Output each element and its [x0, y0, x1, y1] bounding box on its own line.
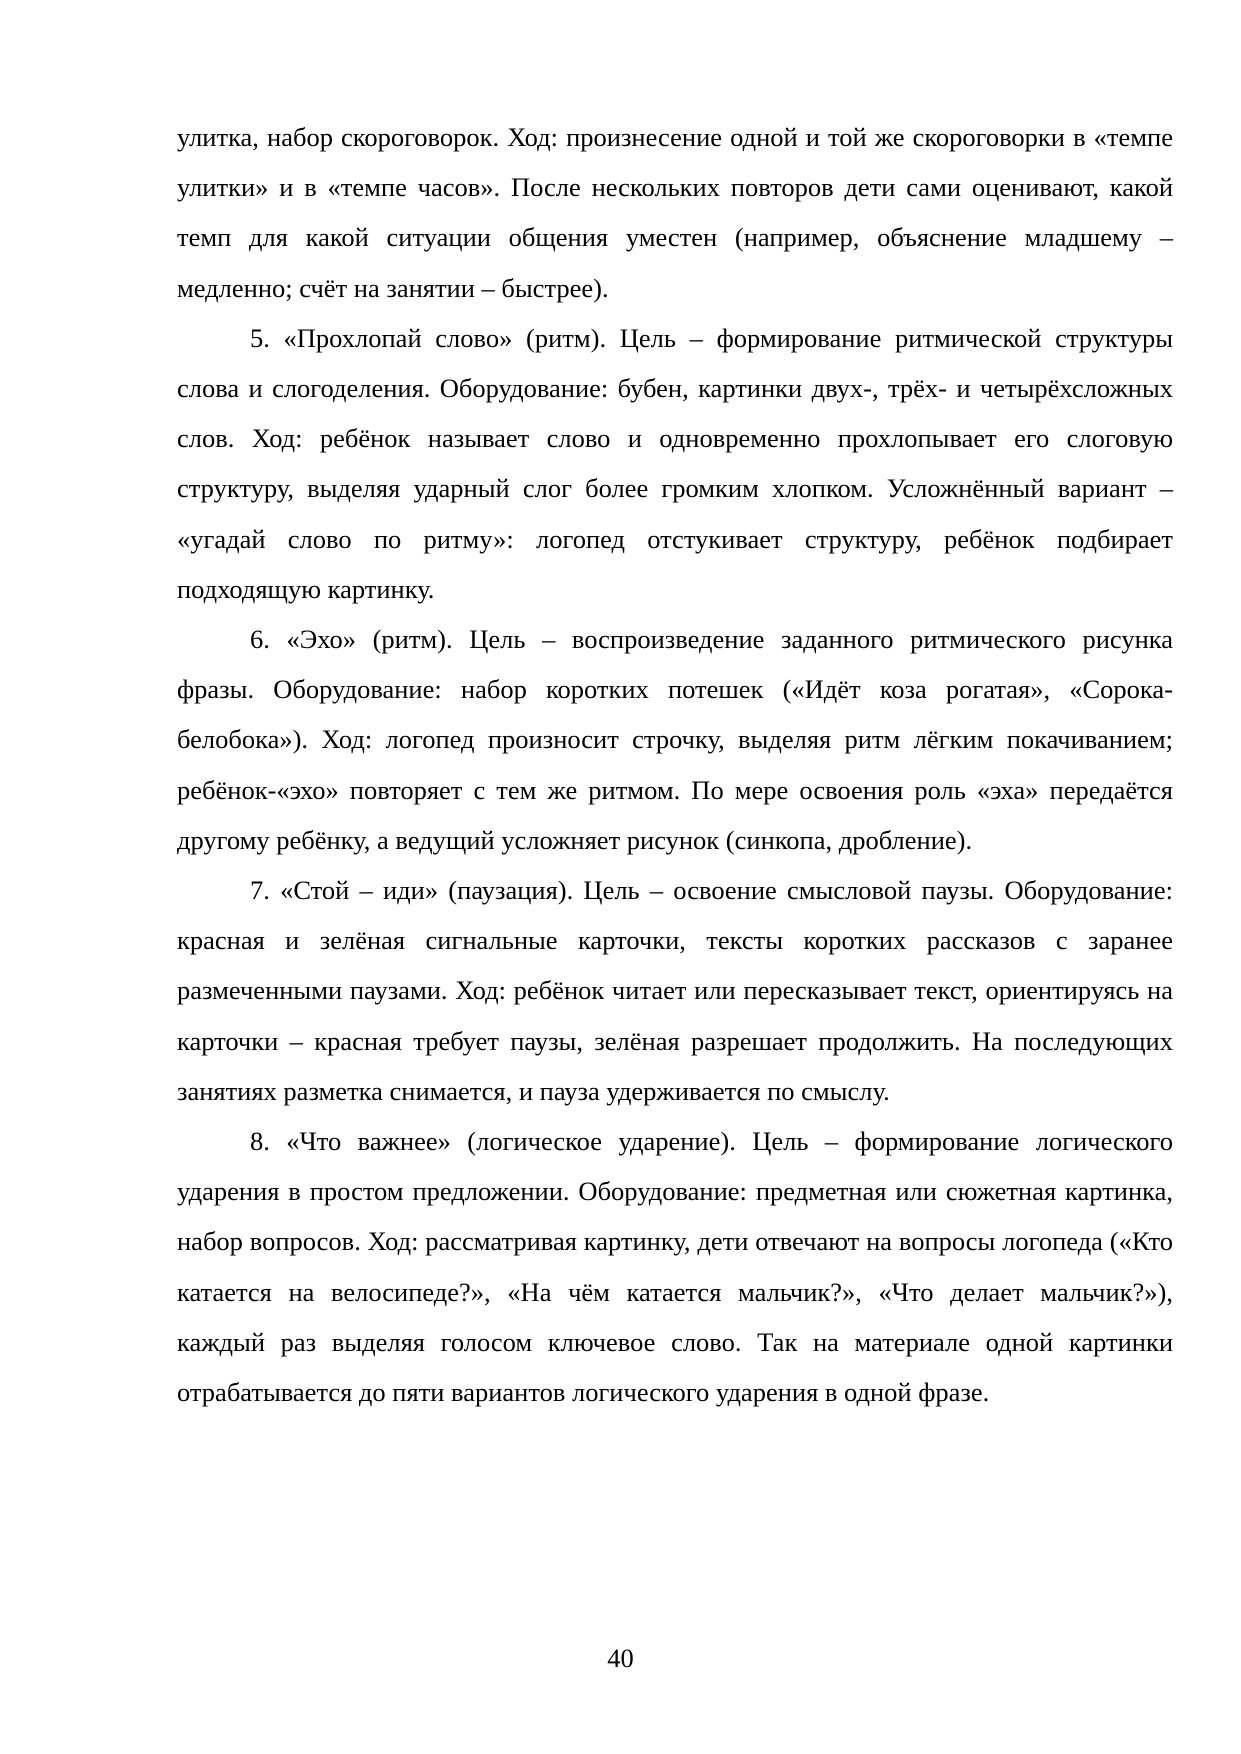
paragraph-item-5: 5. «Прохлопай слово» (ритм). Цель – формирование ритмической структуры слова и слогоделения. Оборудование: бубен, картинки двух-, трёх- и четырёхсложных слов. Ход: ребёнок называет слово и одновременно прохлопывает его слоговую структуру, выделяя ударный слог более громким хлопком. Усложнённый вариант – «угадай слово по ритму»: логопед отстукивает структуру, ребёнок подбирает подходящую картинку.	[177, 322, 1173, 604]
paragraph-item-7: 7. «Стой – иди» (паузация). Цель – освоение смысловой паузы. Оборудование: красная и зелёная сигнальные карточки, тексты коротких рассказов с заранее размеченными паузами. Ход: ребёнок читает или пересказывает текст, ориентируясь на карточки – красная требует паузы, зелёная разрешает продолжить. На последующих занятиях разметка снимается, и пауза удерживается по смыслу.	[177, 875, 1173, 1106]
paragraph-item-8: 8. «Что важнее» (логическое ударение). Цель – формирование логического ударения в простом предложении. Оборудование: предметная или сюжетная картинка, набор вопросов. Ход: рассматривая картинку, дети отвечают на вопросы логопеда («Кто катается на велосипеде?», «На чём катается мальчик?», «Что делает мальчик?»), каждый раз выделяя голосом ключевое слово. Так на материале одной картинки отрабатывается до пяти вариантов логического ударения в одной фразе.	[177, 1126, 1173, 1408]
page-number: 40	[607, 1643, 634, 1673]
paragraph-continuation: улитка, набор скороговорок. Ход: произнесение одной и той же скороговорки в «темпе улитки» и в «темпе часов». После нескольких повторов дети сами оценивают, какой темп для какой ситуации общения уместен (например, объяснение младшему – медленно; счёт на занятии – быстрее).	[177, 122, 1173, 303]
page-body	[177, 112, 1173, 1417]
paragraph-item-6: 6. «Эхо» (ритм). Цель – воспроизведение заданного ритмического рисунка фразы. Оборудование: набор коротких потешек («Идёт коза рогатая», «Сорока-белобока»). Ход: логопед произносит строчку, выделяя ритм лёгким покачиванием; ребёнок-«эхо» повторяет с тем же ритмом. По мере освоения роль «эха» передаётся другому ребёнку, а ведущий усложняет рисунок (синкопа, дробление).	[177, 624, 1173, 855]
